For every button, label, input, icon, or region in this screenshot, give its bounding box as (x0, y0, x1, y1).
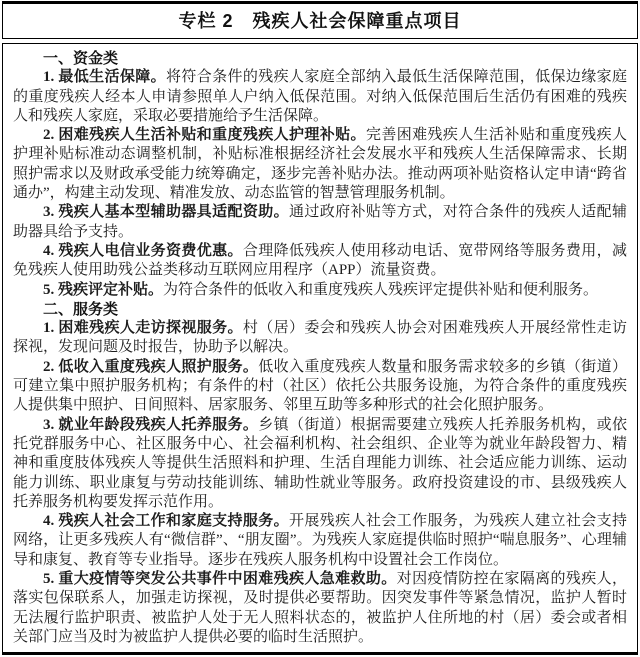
item-body: 开展残疾人社会工作服务，为残疾人建立社会支持网络，让更多残疾人有“微信群”、“朋友圈”。为残疾人家庭提供临时照护“喘息服务”、心理辅导和康复、教育等专业指导。逐步在残疾人服务机构中设置社会工作岗位。 (13, 513, 627, 568)
item-heading: 2. 低收入重度残疾人照护服务。 (43, 358, 259, 375)
list-item (13, 203, 627, 242)
list-item (13, 281, 627, 300)
section-heading-funds: 一、资金类 (43, 50, 119, 67)
item-body: 乡镇（街道）根据需要建立残疾人托养服务机构，或依托党群服务中心、社区服务中心、社会福利机构、社会组织、企业等为就业年龄段智力、精神和重度肢体残疾人等提供生活照料和护理、生活自理能力训练、社会适应能力训练、运动能力训练、职业康复与劳动技能训练、辅助性就业等服务。政府投资建设的市、县级残疾人托养服务机构要发挥示范作用。 (13, 416, 627, 510)
page-title: 专栏 2 残疾人社会保障重点项目 (178, 11, 462, 31)
item-body: 合理降低残疾人使用移动电话、宽带网络等服务费用，减免残疾人使用助残公益类移动互联网应用程序（APP）流量资费。 (13, 242, 627, 279)
item-body: 对因疫情防控在家隔离的残疾人，落实包保联系人，加强走访探视，及时提供必要帮助。因突发事件等紧急情况，监护人暂时无法履行监护职责、被监护人处于无人照料状态的，被监护人住所地的村（居）委会或者相关部门应当及时为被监护人提供必要的临时生活照护。 (13, 571, 627, 645)
item-body: 完善困难残疾人生活补贴和重度残疾人护理补贴标准动态调整机制，补贴标准根据经济社会发展水平和残疾人生活保障需求、长期照护需求以及财政承受能力统筹确定，逐步完善补贴办法。推动两项补贴资格认定申请“跨省通办”，构建主动发现、精准发放、动态监管的智慧管理服务机制。 (13, 127, 627, 202)
list-item (13, 512, 627, 570)
item-body: 将符合条件的残疾人家庭全部纳入最低生活保障范围，低保边缘家庭的重度残疾人经本人申请参照单人户纳入低保范围。对纳入低保范围后生活仍有困难的残疾人和残疾人家庭，采取必要措施给予生活保障。 (13, 69, 627, 124)
list-item (13, 126, 627, 203)
list-item (13, 416, 627, 512)
item-heading: 4. 残疾人电信业务资费优惠。 (43, 242, 243, 259)
list-item (13, 242, 627, 281)
item-body: 低收入重度残疾人数量和服务需求较多的乡镇（街道）可建立集中照护服务机构；有条件的村（社区）依托公共服务设施，为符合条件的重度残疾人提供集中照护、日间照料、居家服务、邻里互助等多种形式的社会化照护服务。 (13, 358, 627, 414)
section-heading-services: 二、服务类 (43, 300, 119, 318)
item-heading: 4. 残疾人社会工作和家庭支持服务。 (43, 513, 290, 530)
item-body: 通过政府补贴等方式，对符合条件的残疾人适配辅助器具给予支持。 (13, 204, 627, 240)
column-content-box (2, 43, 638, 655)
list-item (13, 319, 627, 358)
item-body: 村（居）委会和残疾人协会对困难残疾人开展经常性走访探视，发现问题及时报告，协助予以解决。 (13, 320, 627, 356)
list-item (13, 68, 627, 126)
list-item (13, 570, 627, 647)
item-heading: 5. 残疾评定补贴。 (43, 281, 164, 298)
item-heading: 2. 困难残疾人生活补贴和重度残疾人护理补贴。 (43, 127, 366, 144)
list-item (13, 358, 627, 416)
item-body: 为符合条件的低收入和重度残疾人残疾评定提供补贴和便利服务。 (163, 281, 599, 298)
item-heading: 1. 困难残疾人走访探视服务。 (43, 320, 243, 337)
item-heading: 3. 就业年龄段残疾人托养服务。 (43, 416, 259, 433)
item-heading: 5. 重大疫情等突发公共事件中困难残疾人急难救助。 (43, 571, 397, 588)
item-heading: 1. 最低生活保障。 (43, 69, 167, 86)
column-title-box (2, 1, 638, 39)
item-heading: 3. 残疾人基本型辅助器具适配资助。 (43, 204, 290, 221)
